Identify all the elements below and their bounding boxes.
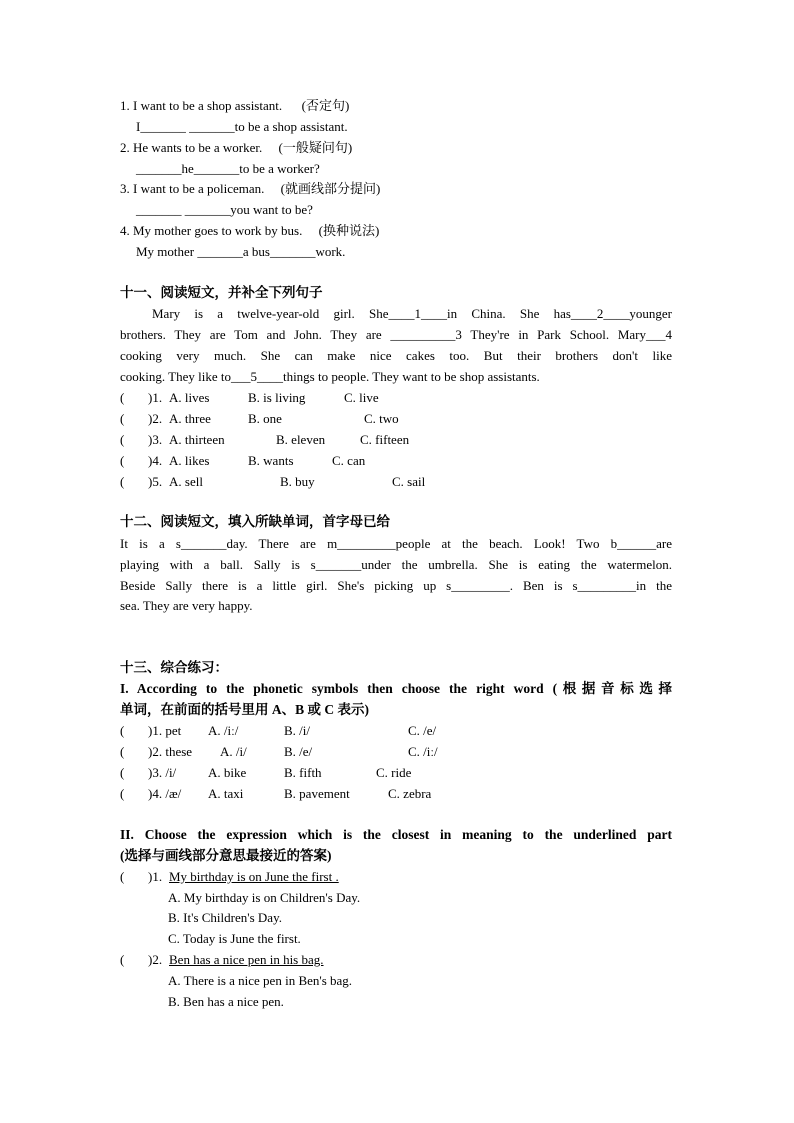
option-c: C. fifteen [360,432,410,447]
option-c: C. Today is June the first. [168,931,301,946]
option-c: C. two [364,411,399,426]
paren: ( [120,474,125,489]
part-2-heading: (选择与画线部分意思最接近的答案) [120,848,332,863]
option-b: B. /i/ [284,723,311,738]
answer-line-1: I_______ _______to be a shop assistant. [136,119,348,134]
option-a: A. sell [169,474,203,489]
option-b: B. It's Children's Day. [168,910,282,925]
answer-line-2: _______he_______to be a worker? [136,161,320,176]
question-text: 1. I want to be a shop assistant. [120,98,283,113]
option-a: A. taxi [208,786,244,801]
question-text: 2. He wants to be a worker. [120,140,263,155]
rewrite-question-1 [120,97,349,115]
question-text: 4. My mother goes to work by bus. [120,223,303,238]
option-b: B. one [248,411,282,426]
option-b: B. Ben has a nice pen. [168,994,284,1009]
option-b: B. eleven [276,432,326,447]
option-b: B. is living [248,390,306,405]
rewrite-question-2 [120,139,352,157]
option-a: A. bike [208,765,247,780]
option-b: B. pavement [284,786,350,801]
question-hint: (就画线部分提问) [280,181,381,196]
part-1-heading: 单词，在前面的括号里用 A、B 或 C 表示) [120,702,369,717]
question-number: )2. [148,411,163,426]
question-number: )4. [148,453,163,468]
paren: ( [120,390,125,405]
passage-line: It is a s_______day. There are m_________people at the beach. Look! Two b______are [120,536,672,551]
paren: ( [120,744,125,759]
part-2-heading: II. Choose the expression which is the closest in meaning to the underlined part [120,827,672,842]
part-1-heading: I. According to the phonetic symbols then choose the right word (根据音标选择 [120,681,672,696]
option-a: A. thirteen [169,432,225,447]
paren: ( [120,453,125,468]
rewrite-question-4 [120,222,379,240]
option-a: A. /i/ [220,744,247,759]
question-hint: (一般疑问句) [278,140,353,155]
option-b: B. /e/ [284,744,313,759]
option-a: A. likes [169,453,210,468]
paren: ( [120,723,125,738]
rewrite-question-3 [120,180,380,198]
option-c: C. can [332,453,366,468]
section-11-title: 十一、阅读短文，并补全下列句子 [120,285,323,300]
passage-line: Beside Sally there is a little girl. She's picking up s_________. Ben is s_________in the [120,578,672,593]
question-stem: )3. /i/ [148,765,177,780]
option-c: C. /e/ [408,723,437,738]
option-a: A. three [169,411,211,426]
passage-line: brothers. They are Tom and John. They are __________3 They're in Park School. Mary___4 [120,327,672,342]
section-13-title: 十三、综合练习： [120,660,228,675]
passage-line: cooking. They like to___5____things to people. They want to be shop assistants. [120,369,540,384]
answer-line-3: _______ _______you want to be? [136,202,313,217]
passage-line: Mary is a twelve-year-old girl. She____1____in China. She has____2____younger [152,306,672,321]
passage-line: sea. They are very happy. [120,598,253,613]
question-number: )1. [148,869,163,884]
underlined-stem: My birthday is on June the first . [169,869,339,884]
paren: ( [120,786,125,801]
option-b: B. wants [248,453,294,468]
passage-line: cooking very much. She can make nice cakes too. But their brothers don't like [120,348,672,363]
question-hint: (否定句) [301,98,350,113]
option-a: A. There is a nice pen in Ben's bag. [168,973,353,988]
option-c: C. ride [376,765,412,780]
option-a: A. /iː/ [208,723,239,738]
question-number: )1. [148,390,163,405]
paren: ( [120,432,125,447]
section-12-title: 十二、阅读短文，填入所缺单词，首字母已给 [120,514,390,529]
paren: ( [120,869,125,884]
option-c: C. live [344,390,379,405]
question-hint: (换种说法) [318,223,380,238]
paren: ( [120,952,125,967]
option-c: C. /iː/ [408,744,438,759]
question-stem: )2. these [148,744,193,759]
answer-line-4: My mother _______a bus_______work. [136,244,346,259]
option-a: A. My birthday is on Children's Day. [168,890,361,905]
question-number: )5. [148,474,163,489]
option-a: A. lives [169,390,210,405]
paren: ( [120,765,125,780]
option-c: C. sail [392,474,426,489]
option-b: B. buy [280,474,315,489]
paren: ( [120,411,125,426]
question-text: 3. I want to be a policeman. [120,181,265,196]
question-number: )3. [148,432,163,447]
question-stem: )4. /æ/ [148,786,182,801]
passage-line: playing with a ball. Sally is s_______under the umbrella. She is eating the watermelon. [120,557,672,572]
underlined-stem: Ben has a nice pen in his bag. [169,952,324,967]
question-number: )2. [148,952,163,967]
option-b: B. fifth [284,765,322,780]
option-c: C. zebra [388,786,432,801]
question-stem: )1. pet [148,723,182,738]
